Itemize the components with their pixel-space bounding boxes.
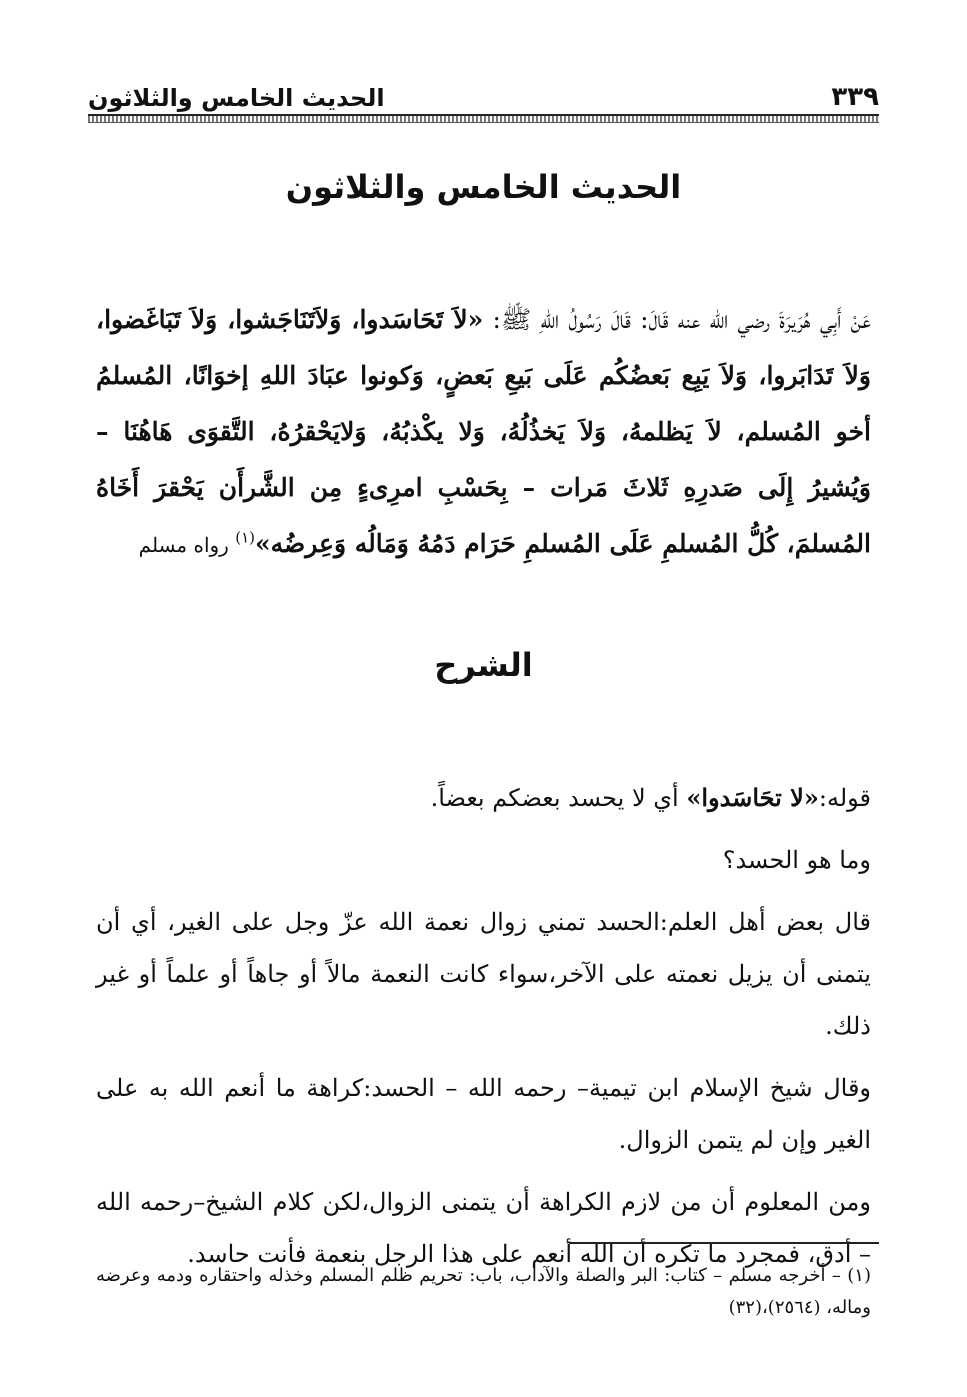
commentary-paragraph-4: وقال شيخ الإسلام ابن تيمية– رحمه الله – الحسد:كراهة ما أنعم الله به على الغير وإن لم يتمن الزوال. xyxy=(96,1074,872,1154)
commentary xyxy=(96,772,871,1290)
quoted-phrase: «لا تحَاسَدوا» xyxy=(686,783,819,812)
commentary-paragraph-5: ومن المعلوم أن من لازم الكراهة أن يتمنى الزوال،لكن كلام الشيخ–رحمه الله – أدق، فمجرد ما تكره أن الله أنعم على هذا الرجل بنعمة فأنت حاسد. xyxy=(96,1188,871,1268)
hadith-narrator: عَنْ أَبِي هُرَيرَةَ رضي الله عنه قَالَ: قَالَ رَسُولُ اللهِ ﷺ: xyxy=(483,305,871,334)
running-header xyxy=(88,76,879,112)
section-title: الشرح xyxy=(434,646,533,684)
footnote-ref: (١) xyxy=(235,528,255,547)
hadith-text xyxy=(96,292,871,573)
header-rule xyxy=(88,114,879,123)
hadith-source: رواه مسلم xyxy=(138,533,236,557)
footnote: (١) – أخرجه مسلم – كتاب: البر والصلة والآداب، باب: تحريم ظلم المسلم وخذله واحتقاره ودمه وعرضه وماله، (٢٥٦٤)،(٣٢) xyxy=(96,1265,871,1318)
quote-explanation: أي لا يحسد بعضكم بعضاً. xyxy=(430,784,687,812)
quote-label: قوله: xyxy=(818,784,871,812)
commentary-paragraph-2: وما هو الحسد؟ xyxy=(722,846,871,874)
hadith-matn: «لاَ تَحَاسَدوا، وَلاَتَنَاجَشوا، وَلاَ تَبَاغَضوا، وَلاَ تَدَابَروا، وَلاَ يَبِع بَعضُكُم عَلَى بَيعِ بَعضٍ، وَكونوا عبَادَ اللهِ إخوَانًا، المُسلمُ أخو المُسلم، لاَ يَظلمهُ، وَلاَ يَخذُلُهُ، وَلا يكْذبُهُ، وَلايَحْقرُهُ، التَّقوَى هَاهُنَا – وَيُشيرُ إِلَى صَدرِهِ ثَلاثَ مَرات – بِحَسْبِ امرِىءٍ مِن الشَّرأَن يَحْقرَ أَخَاهُ المُسلمَ، كُلُّ المُسلمِ عَلَى المُسلمِ حَرَام دَمُهُ وَمَالُه وَعِرضُه» xyxy=(96,305,871,558)
commentary-paragraph-1 xyxy=(96,772,871,824)
commentary-paragraph-3: قال بعض أهل العلم:الحسد تمني زوال نعمة الله عزّ وجل على الغير، أي أن يتمنى أن يزيل نعمته على الآخر،سواء كانت النعمة مالاً أو جاهاً أو علماً أو غير ذلك. xyxy=(96,908,871,1040)
footnote-rule xyxy=(569,1242,879,1244)
running-title: الحديث الخامس والثلاثون xyxy=(88,84,385,112)
chapter-title: الحديث الخامس والثلاثون xyxy=(285,168,682,206)
page-number: ٣٣٩ xyxy=(831,82,879,112)
